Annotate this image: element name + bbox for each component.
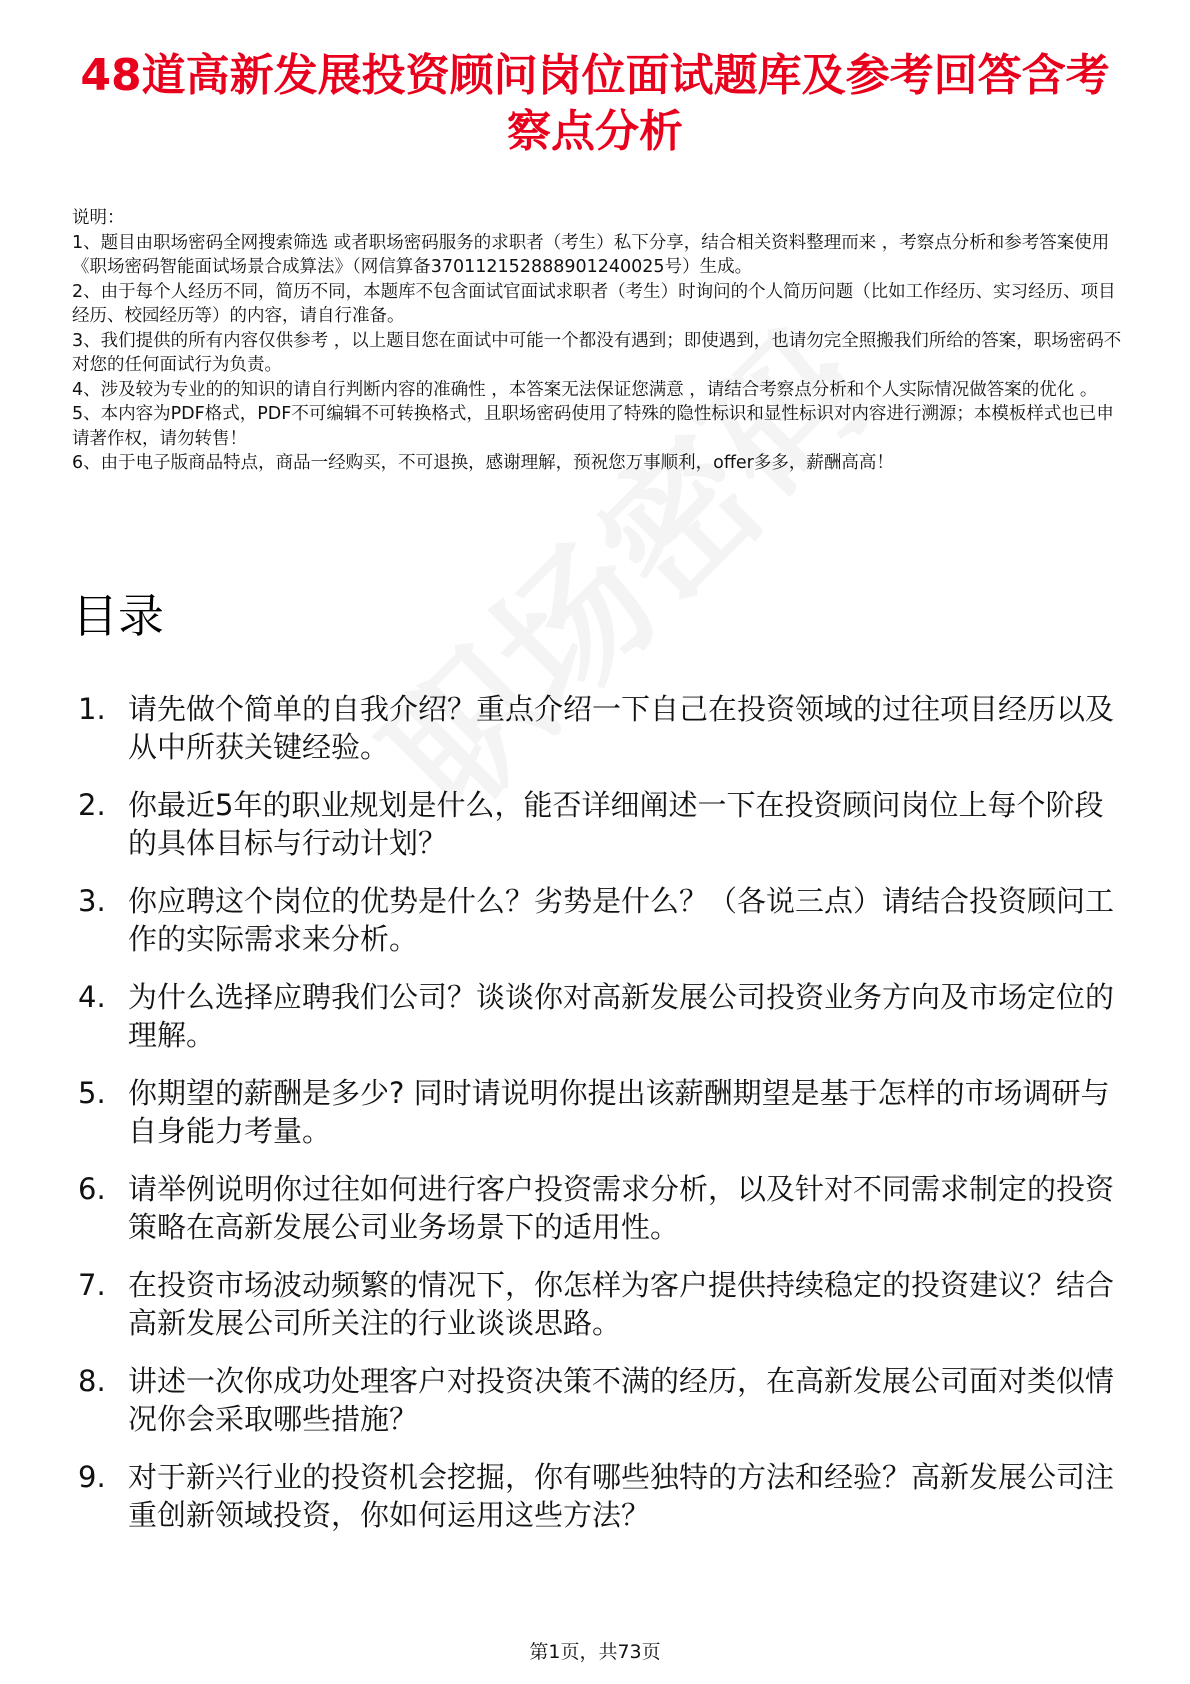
question-number: 8. — [78, 1364, 106, 1398]
question-text: 你期望的薪酬是多少? 同时请说明你提出该薪酬期望是基于怎样的市场调研与自身能力考量。 — [128, 1076, 1110, 1148]
question-item — [72, 1458, 1132, 1534]
question-text: 请先做个简单的自我介绍？重点介绍一下自己在投资领域的过往项目经历以及从中所获关键经验。 — [128, 692, 1115, 764]
question-text: 对于新兴行业的投资机会挖掘，你有哪些独特的方法和经验？高新发展公司注重创新领域投资，你如何运用这些方法？ — [128, 1460, 1115, 1532]
question-item — [72, 786, 1132, 862]
question-number: 3. — [78, 884, 106, 918]
question-item — [72, 978, 1132, 1054]
question-number: 1. — [78, 692, 106, 726]
question-item — [72, 882, 1132, 958]
note-item: 1、题目由职场密码全网搜索筛选 或者职场密码服务的求职者（考生）私下分享，结合相关资料整理而来 ，考察点分析和参考答案使用《职场密码智能面试场景合成算法》（网信算备370112152888901240025号）生成。 — [72, 232, 1110, 277]
document-title: 48道高新发展投资顾问岗位面试题库及参考回答含考察点分析 — [80, 50, 1110, 157]
note-item: 4、涉及较为专业的的知识的请自行判断内容的准确性 ，本答案无法保证您满意 ，请结合考察点分析和个人实际情况做答案的优化 。 — [72, 379, 1098, 400]
notes-section — [72, 206, 1122, 476]
note-item: 2、由于每个人经历不同，简历不同，本题库不包含面试官面试求职者（考生）时询问的个人简历问题（比如工作经历、实习经历、项目经历、校园经历等）的内容，请自行准备。 — [72, 281, 1116, 326]
question-item — [72, 1362, 1132, 1438]
question-text: 为什么选择应聘我们公司？谈谈你对高新发展公司投资业务方向及市场定位的理解。 — [128, 980, 1115, 1052]
note-item: 6、由于电子版商品特点，商品一经购买，不可退换，感谢理解，预祝您万事顺利，offer多多，薪酬高高！ — [72, 453, 894, 473]
note-item: 5、本内容为PDF格式，PDF不可编辑不可转换格式，且职场密码使用了特殊的隐性标识和显性标识对内容进行溯源；本模板样式也已申请著作权，请勿转售！ — [72, 404, 1114, 449]
toc-heading: 目录 — [72, 589, 164, 643]
note-item: 3、我们提供的所有内容仅供参考 ，以上题目您在面试中可能一个都没有遇到；即使遇到，也请勿完全照搬我们所给的答案，职场密码不对您的任何面试行为负责。 — [72, 330, 1122, 375]
question-item — [72, 690, 1132, 766]
question-number: 4. — [78, 980, 106, 1014]
question-text: 在投资市场波动频繁的情况下，你怎样为客户提供持续稳定的投资建议？结合高新发展公司所关注的行业谈谈思路。 — [128, 1268, 1115, 1340]
question-text: 你最近5年的职业规划是什么，能否详细阐述一下在投资顾问岗位上每个阶段的具体目标与行动计划？ — [128, 788, 1104, 860]
page-footer: 第1页，共73页 — [529, 1641, 661, 1663]
question-number: 6. — [78, 1172, 106, 1206]
question-text: 讲述一次你成功处理客户对投资决策不满的经历，在高新发展公司面对类似情况你会采取哪些措施？ — [128, 1364, 1115, 1436]
question-number: 2. — [78, 788, 106, 822]
question-item — [72, 1170, 1132, 1246]
question-number: 5. — [78, 1076, 106, 1110]
question-number: 9. — [78, 1460, 106, 1494]
question-item — [72, 1266, 1132, 1342]
question-list — [72, 690, 1132, 1554]
question-item — [72, 1074, 1132, 1150]
notes-heading: 说明： — [72, 208, 125, 228]
question-text: 你应聘这个岗位的优势是什么？劣势是什么？（各说三点）请结合投资顾问工作的实际需求来分析。 — [128, 884, 1115, 956]
question-number: 7. — [78, 1268, 106, 1302]
question-text: 请举例说明你过往如何进行客户投资需求分析，以及针对不同需求制定的投资策略在高新发展公司业务场景下的适用性。 — [128, 1172, 1115, 1244]
